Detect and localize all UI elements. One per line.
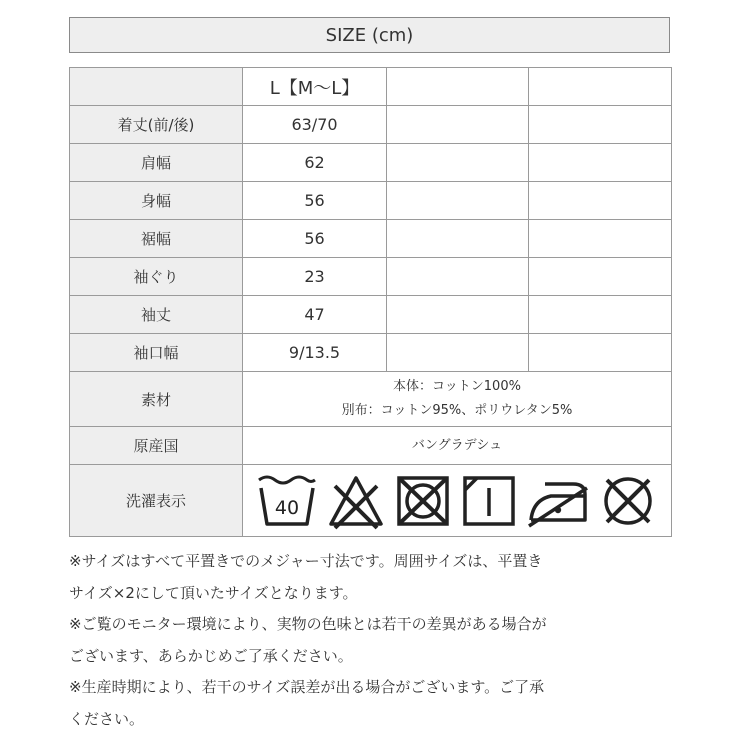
row-label: 着丈(前/後) — [70, 106, 243, 144]
material-line-2: 別布：コットン95%、ポリウレタン5% — [341, 403, 573, 418]
wash-temp-label: 40 — [274, 496, 300, 519]
table-row — [70, 182, 672, 220]
no-dry-clean-icon — [597, 472, 659, 530]
note-line: ※サイズはすべて平置きでのメジャー寸法です。周囲サイズは、平置き — [69, 552, 543, 570]
row-label: 裾幅 — [70, 220, 243, 258]
care-row — [70, 465, 672, 537]
empty-cell — [529, 106, 672, 144]
row-value: 9/13.5 — [243, 334, 387, 372]
material-value — [243, 372, 672, 427]
table-row — [70, 220, 672, 258]
material-row — [70, 372, 672, 427]
empty-cell — [529, 258, 672, 296]
row-label: 肩幅 — [70, 144, 243, 182]
row-value: 47 — [243, 296, 387, 334]
note-line: サイズ×2にして頂いたサイズとなります。 — [69, 583, 358, 602]
empty-cell — [387, 258, 529, 296]
origin-row — [70, 427, 672, 465]
row-label: 身幅 — [70, 182, 243, 220]
empty-cell — [529, 296, 672, 334]
header-size-l: L【M〜L】 — [243, 68, 387, 106]
header-empty-1 — [387, 68, 529, 106]
empty-cell — [529, 182, 672, 220]
note-line: ございます、あらかじめご了承ください。 — [69, 646, 353, 665]
iron-low-icon — [525, 472, 591, 530]
empty-cell — [387, 220, 529, 258]
row-value: 23 — [243, 258, 387, 296]
note-line: ※ご覧のモニター環境により、実物の色味とは若干の差異がある場合が — [69, 615, 547, 633]
size-table — [69, 67, 672, 537]
row-label: 袖ぐり — [70, 258, 243, 296]
row-label: 袖丈 — [70, 296, 243, 334]
header-empty-2 — [529, 68, 672, 106]
table-row — [70, 296, 672, 334]
row-value: 63/70 — [243, 106, 387, 144]
empty-cell — [387, 182, 529, 220]
empty-cell — [387, 106, 529, 144]
table-row — [70, 334, 672, 372]
note-line: ください。 — [69, 709, 145, 728]
size-title: SIZE (cm) — [69, 17, 670, 53]
empty-cell — [529, 220, 672, 258]
empty-cell — [387, 144, 529, 182]
origin-label: 原産国 — [70, 427, 243, 465]
empty-cell — [529, 144, 672, 182]
empty-cell — [529, 334, 672, 372]
empty-cell — [387, 296, 529, 334]
empty-cell — [387, 334, 529, 372]
note-line: ※生産時期により、若干のサイズ誤差が出る場合がございます。ご了承 — [69, 678, 545, 696]
origin-value: バングラデシュ — [243, 427, 672, 465]
care-label: 洗濯表示 — [70, 465, 243, 537]
no-tumble-dry-icon — [393, 472, 453, 530]
no-bleach-icon — [325, 472, 387, 530]
header-row — [70, 68, 672, 106]
material-label: 素材 — [70, 372, 243, 427]
row-label: 袖口幅 — [70, 334, 243, 372]
size-notes — [69, 546, 669, 735]
table-row — [70, 258, 672, 296]
table-row — [70, 106, 672, 144]
wash-40-icon — [255, 472, 319, 530]
care-symbols — [243, 465, 672, 537]
row-value: 56 — [243, 182, 387, 220]
material-line-1: 本体：コットン100% — [393, 379, 521, 394]
row-value: 62 — [243, 144, 387, 182]
row-value: 56 — [243, 220, 387, 258]
header-blank-cell — [70, 68, 243, 106]
table-row — [70, 144, 672, 182]
line-dry-shade-icon — [459, 472, 519, 530]
